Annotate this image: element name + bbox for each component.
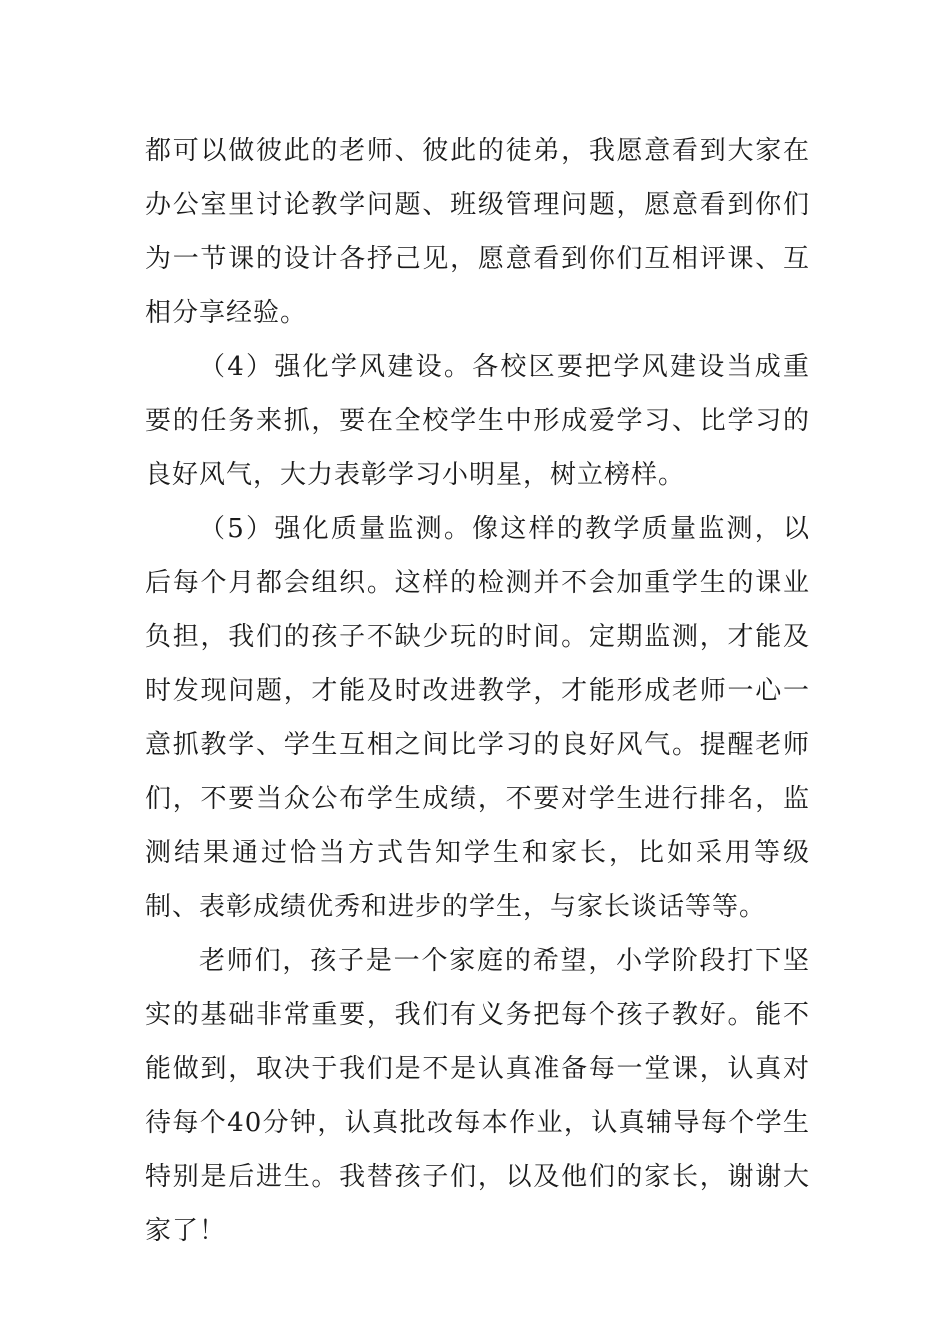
body-text: [145, 124, 810, 1258]
paragraph-quality-monitoring: （5）强化质量监测。像这样的教学质量监测，以后每个月都会组织。这样的检测并不会加重学生的课业负担，我们的孩子不缺少玩的时间。定期监测，才能及时发现问题，才能及时改进教学，才能形成老师一心一意抓教学、学生互相之间比学习的良好风气。提醒老师们，不要当众公布学生成绩，不要对学生进行排名，监测结果通过恰当方式告知学生和家长，比如采用等级制、表彰成绩优秀和进步的学生，与家长谈话等等。: [145, 514, 810, 922]
paragraph-closing: 老师们，孩子是一个家庭的希望，小学阶段打下坚实的基础非常重要，我们有义务把每个孩子教好。能不能做到，取决于我们是不是认真准备每一堂课，认真对待每个40分钟，认真批改每本作业，认真辅导每个学生特别是后进生。我替孩子们，以及他们的家长，谢谢大家了！: [145, 946, 810, 1246]
paragraph-continued: 都可以做彼此的老师、彼此的徒弟，我愿意看到大家在办公室里讨论教学问题、班级管理问题，愿意看到你们为一节课的设计各抒己见，愿意看到你们互相评课、互相分享经验。: [145, 136, 810, 328]
paragraph-study-style: （4）强化学风建设。各校区要把学风建设当成重要的任务来抓，要在全校学生中形成爱学习、比学习的良好风气，大力表彰学习小明星，树立榜样。: [145, 352, 810, 490]
